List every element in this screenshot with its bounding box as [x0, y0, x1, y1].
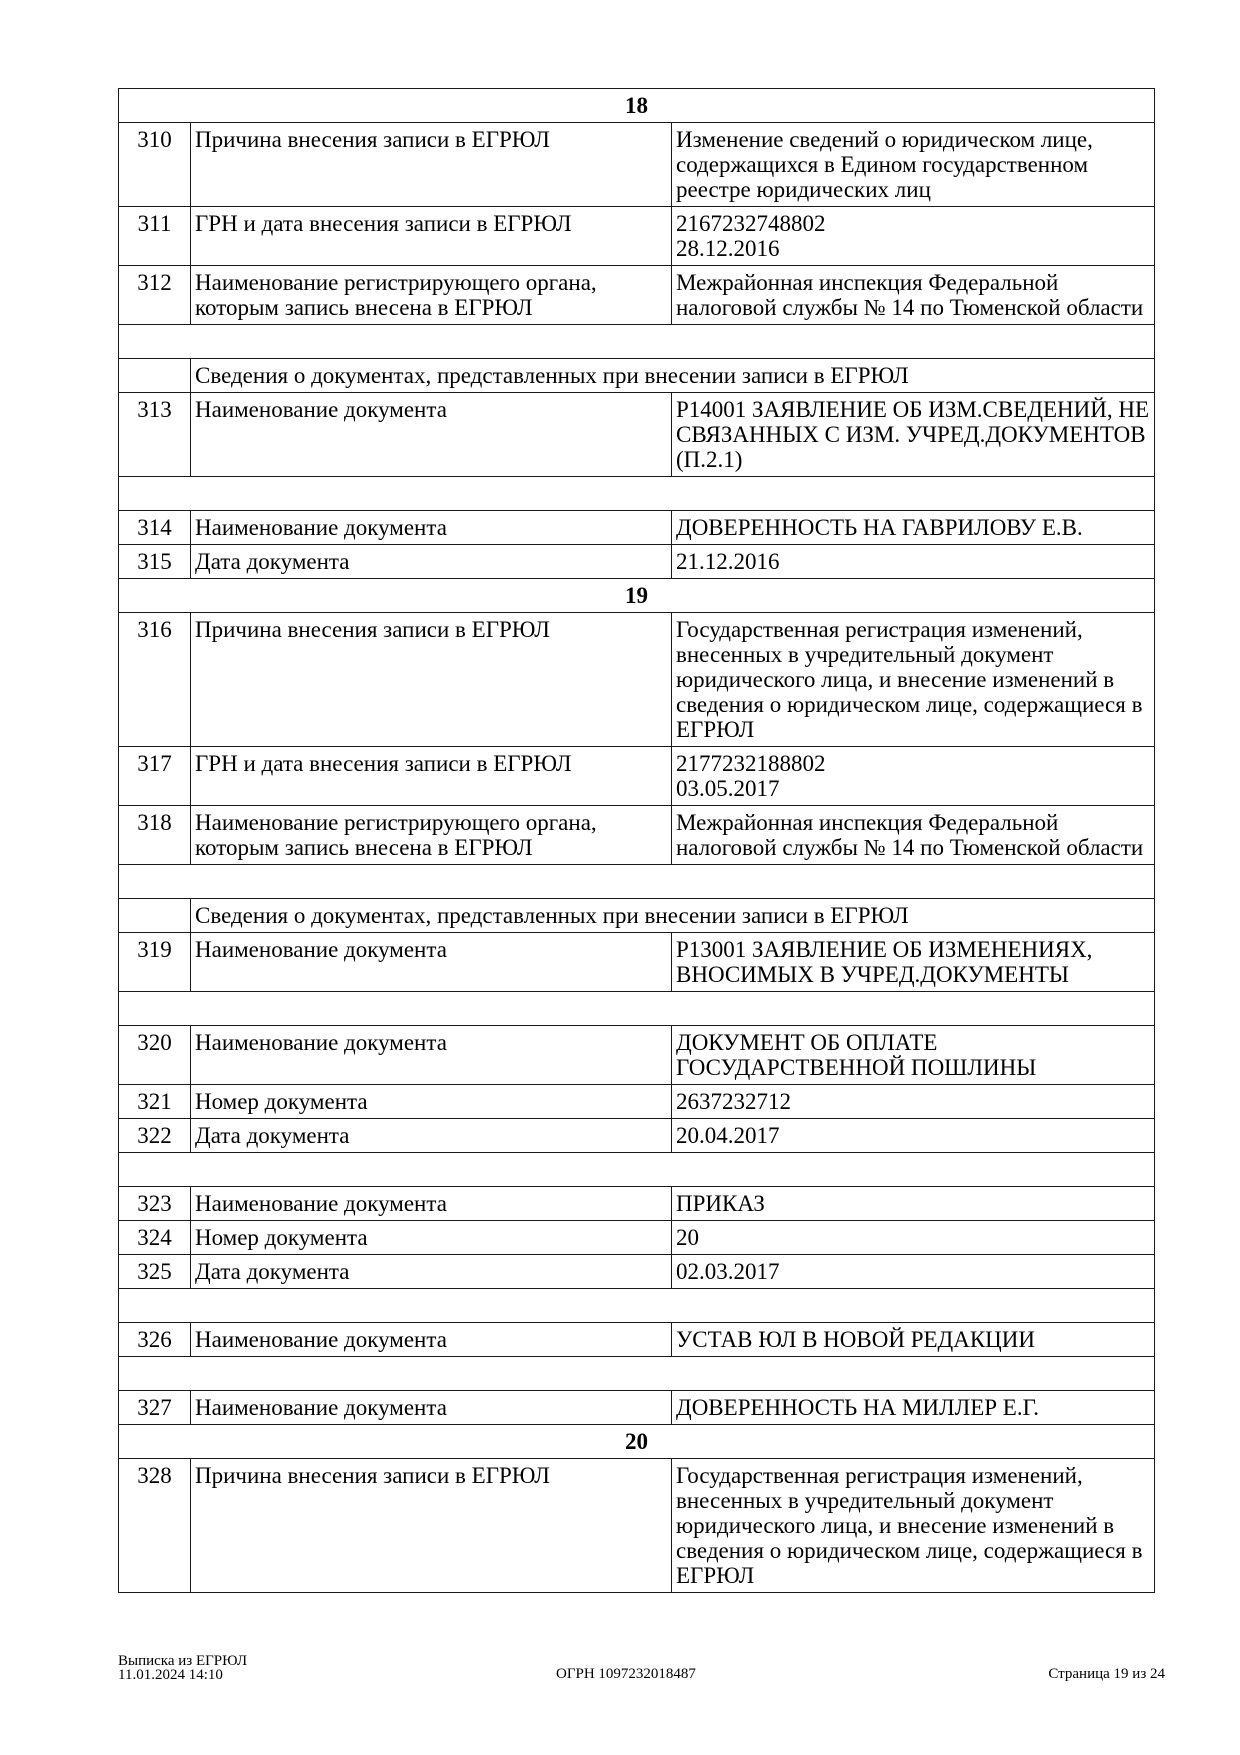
field-label: Наименование документа	[191, 1026, 672, 1085]
row-number: 324	[119, 1221, 191, 1255]
row-number: 313	[119, 393, 191, 477]
field-value-line: Изменение сведений о юридическом лице, содержащихся в Едином государственном реестре юридических лиц	[676, 127, 1093, 202]
table-row	[119, 1255, 1155, 1289]
table-row	[119, 393, 1155, 477]
table-row	[119, 806, 1155, 865]
footer-ogrn: ОГРН 1097232018487	[556, 1666, 696, 1682]
row-number: 327	[119, 1391, 191, 1425]
field-value	[672, 545, 1155, 579]
field-value-line: 2177232188802	[676, 751, 826, 776]
table-row	[119, 1221, 1155, 1255]
field-value-line: 20	[676, 1225, 699, 1250]
table-row	[119, 123, 1155, 207]
field-value-line: 20.04.2017	[676, 1123, 780, 1148]
field-value-line: ДОВЕРЕННОСТЬ НА МИЛЛЕР Е.Г.	[676, 1395, 1040, 1420]
field-value-line: Государственная регистрация изменений, внесенных в учредительный документ юридического лица, и внесение изменений в сведения о юридическом лице, содержащиеся в ЕГРЮЛ	[676, 1463, 1143, 1588]
row-number-cell	[119, 899, 191, 933]
table-row	[119, 1323, 1155, 1357]
field-value-line: Р13001 ЗАЯВЛЕНИЕ ОБ ИЗМЕНЕНИЯХ, ВНОСИМЫХ В УЧРЕД.ДОКУМЕНТЫ	[676, 937, 1093, 987]
field-value-line: Межрайонная инспекция Федеральной налоговой службы № 14 по Тюменской области	[676, 270, 1144, 320]
table-row	[119, 1391, 1155, 1425]
row-number: 310	[119, 123, 191, 207]
subheader-row	[119, 359, 1155, 393]
field-label: Причина внесения записи в ЕГРЮЛ	[191, 1459, 672, 1593]
field-value	[672, 806, 1155, 865]
field-label: Наименование документа	[191, 1187, 672, 1221]
field-label: Причина внесения записи в ЕГРЮЛ	[191, 123, 672, 207]
separator-row	[119, 992, 1155, 1026]
field-value-line: 02.03.2017	[676, 1259, 780, 1284]
field-value	[672, 1187, 1155, 1221]
row-number: 319	[119, 933, 191, 992]
row-number: 325	[119, 1255, 191, 1289]
section-header-row	[119, 89, 1155, 123]
field-label: Наименование регистрирующего органа, которым запись внесена в ЕГРЮЛ	[191, 806, 672, 865]
empty-cell	[119, 325, 1155, 359]
row-number: 316	[119, 613, 191, 747]
row-number: 328	[119, 1459, 191, 1593]
field-label: Причина внесения записи в ЕГРЮЛ	[191, 613, 672, 747]
field-value	[672, 266, 1155, 325]
field-value	[672, 1323, 1155, 1357]
footer-title: Выписка из ЕГРЮЛ	[118, 1653, 247, 1669]
field-label: Наименование регистрирующего органа, которым запись внесена в ЕГРЮЛ	[191, 266, 672, 325]
table-row	[119, 266, 1155, 325]
empty-cell	[119, 1357, 1155, 1391]
subheader-row	[119, 899, 1155, 933]
field-label: ГРН и дата внесения записи в ЕГРЮЛ	[191, 207, 672, 266]
row-number: 321	[119, 1085, 191, 1119]
field-value	[672, 1085, 1155, 1119]
field-value	[672, 1391, 1155, 1425]
field-value	[672, 1026, 1155, 1085]
row-number: 318	[119, 806, 191, 865]
field-label: Дата документа	[191, 545, 672, 579]
row-number-cell	[119, 359, 191, 393]
separator-row	[119, 865, 1155, 899]
field-label: Наименование документа	[191, 933, 672, 992]
field-value-line: ДОКУМЕНТ ОБ ОПЛАТЕ ГОСУДАРСТВЕННОЙ ПОШЛИНЫ	[676, 1030, 1037, 1080]
field-value	[672, 613, 1155, 747]
section-number: 20	[119, 1425, 1155, 1459]
field-value-line: Р14001 ЗАЯВЛЕНИЕ ОБ ИЗМ.СВЕДЕНИЙ, НЕ СВЯЗАННЫХ С ИЗМ. УЧРЕД.ДОКУМЕНТОВ (П.2.1)	[676, 397, 1150, 472]
field-value-line: Межрайонная инспекция Федеральной налоговой службы № 14 по Тюменской области	[676, 810, 1144, 860]
field-value	[672, 1459, 1155, 1593]
subheader-label: Сведения о документах, представленных при внесении записи в ЕГРЮЛ	[191, 899, 1155, 933]
field-value	[672, 747, 1155, 806]
field-value-line: 28.12.2016	[676, 236, 780, 261]
empty-cell	[119, 1289, 1155, 1323]
footer-page-number: Страница 19 из 24	[1048, 1666, 1165, 1682]
field-value	[672, 207, 1155, 266]
subheader-label: Сведения о документах, представленных при внесении записи в ЕГРЮЛ	[191, 359, 1155, 393]
empty-cell	[119, 865, 1155, 899]
table-row	[119, 1026, 1155, 1085]
section-number: 19	[119, 579, 1155, 613]
separator-row	[119, 1289, 1155, 1323]
row-number: 326	[119, 1323, 191, 1357]
field-value-line: 2637232712	[676, 1089, 791, 1114]
field-label: Наименование документа	[191, 511, 672, 545]
empty-cell	[119, 477, 1155, 511]
field-label: Наименование документа	[191, 1323, 672, 1357]
separator-row	[119, 1153, 1155, 1187]
field-value	[672, 1119, 1155, 1153]
row-number: 312	[119, 266, 191, 325]
row-number: 314	[119, 511, 191, 545]
field-value-line: УСТАВ ЮЛ В НОВОЙ РЕДАКЦИИ	[676, 1327, 1036, 1352]
table-row	[119, 1459, 1155, 1593]
field-value	[672, 1255, 1155, 1289]
table-row	[119, 207, 1155, 266]
footer-datetime: 11.01.2024 14:10	[118, 1666, 223, 1683]
field-value	[672, 511, 1155, 545]
row-number: 320	[119, 1026, 191, 1085]
field-value	[672, 933, 1155, 992]
table-row	[119, 933, 1155, 992]
field-value-line: 03.05.2017	[676, 776, 780, 801]
table-row	[119, 747, 1155, 806]
field-value-line: ПРИКАЗ	[676, 1191, 765, 1216]
separator-row	[119, 325, 1155, 359]
table-row	[119, 1187, 1155, 1221]
section-header-row	[119, 579, 1155, 613]
field-label: Дата документа	[191, 1119, 672, 1153]
field-label: Наименование документа	[191, 393, 672, 477]
table-row	[119, 545, 1155, 579]
table-row	[119, 1119, 1155, 1153]
field-label: Номер документа	[191, 1221, 672, 1255]
table-row	[119, 511, 1155, 545]
empty-cell	[119, 992, 1155, 1026]
row-number: 322	[119, 1119, 191, 1153]
field-value-line: 21.12.2016	[676, 549, 780, 574]
empty-cell	[119, 1153, 1155, 1187]
field-value	[672, 393, 1155, 477]
field-value-line: Государственная регистрация изменений, внесенных в учредительный документ юридического лица, и внесение изменений в сведения о юридическом лице, содержащиеся в ЕГРЮЛ	[676, 617, 1143, 742]
row-number: 323	[119, 1187, 191, 1221]
egrul-records-table	[118, 88, 1155, 1593]
section-number: 18	[119, 89, 1155, 123]
field-label: Дата документа	[191, 1255, 672, 1289]
row-number: 311	[119, 207, 191, 266]
table-row	[119, 1085, 1155, 1119]
table-row	[119, 613, 1155, 747]
separator-row	[119, 477, 1155, 511]
field-value-line: ДОВЕРЕННОСТЬ НА ГАВРИЛОВУ Е.В.	[676, 515, 1083, 540]
field-value	[672, 123, 1155, 207]
field-value	[672, 1221, 1155, 1255]
field-value-line: 2167232748802	[676, 211, 826, 236]
section-header-row	[119, 1425, 1155, 1459]
field-label: ГРН и дата внесения записи в ЕГРЮЛ	[191, 747, 672, 806]
footer-left	[118, 1655, 247, 1682]
row-number: 317	[119, 747, 191, 806]
field-label: Наименование документа	[191, 1391, 672, 1425]
field-label: Номер документа	[191, 1085, 672, 1119]
separator-row	[119, 1357, 1155, 1391]
row-number: 315	[119, 545, 191, 579]
